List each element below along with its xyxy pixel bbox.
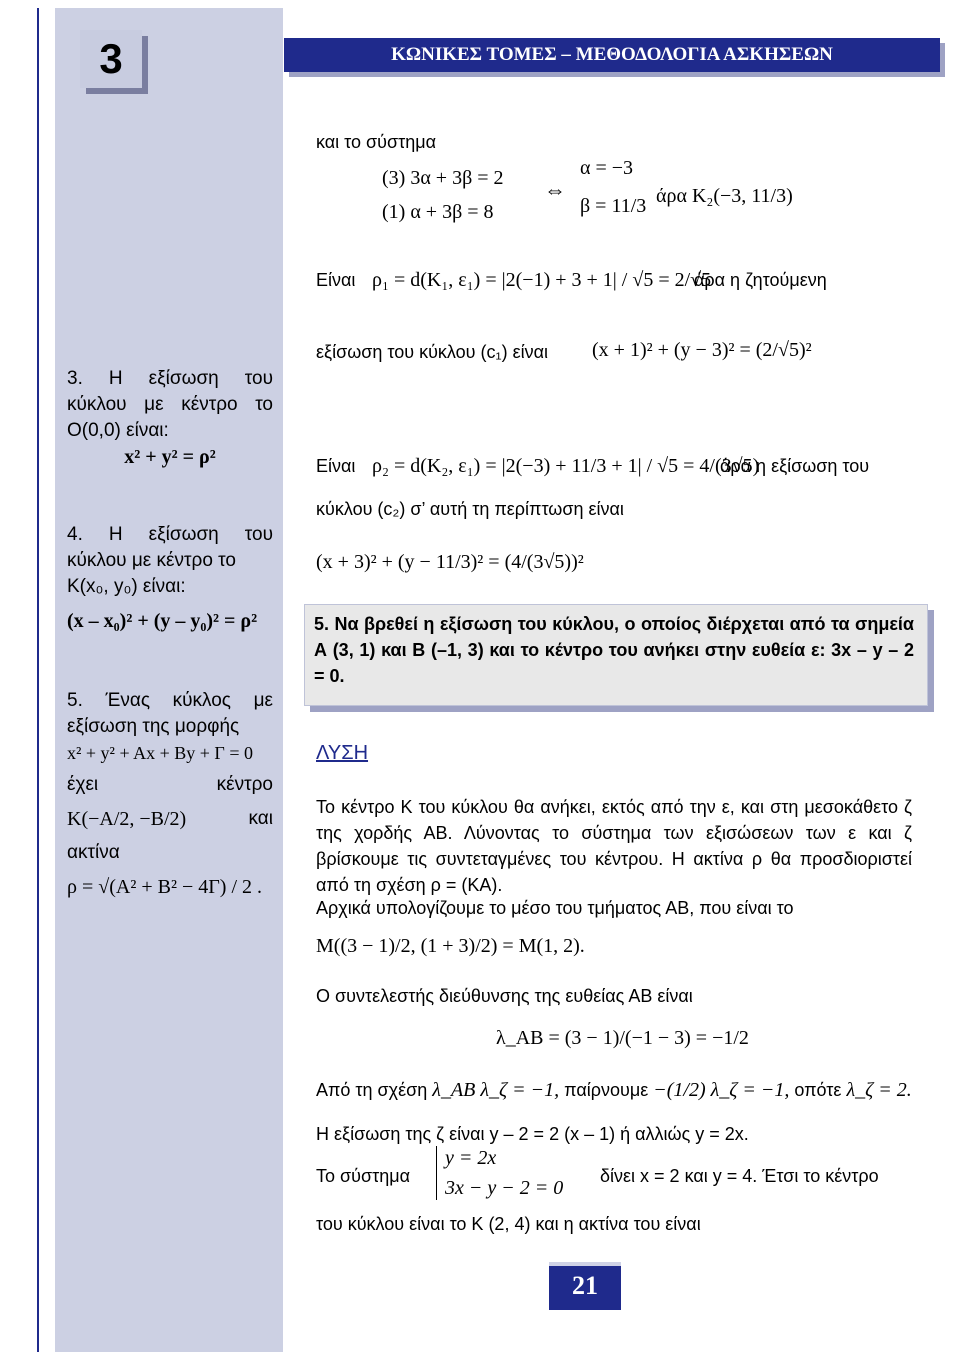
- sidebar-item-5-text: 5. Ένας κύκλος με εξίσωση της μορφής: [67, 690, 273, 737]
- sidebar-item-4: [67, 522, 273, 634]
- rho2-expression: ρ₂ = d(Κ₂, ε₁) = |2(−3) + 11/3 + 1| / √5 = 4/(3√5): [372, 455, 760, 477]
- page-number-rule: [549, 1262, 621, 1266]
- system-result: άρα Κ₂(−3, 11/3): [656, 185, 793, 207]
- chapter-number: 3: [80, 30, 142, 88]
- system-intro: και το σύστημα: [316, 132, 437, 152]
- solution-label: ΛΥΣΗ: [316, 742, 369, 764]
- sidebar-item-3-formula: x² + y² = ρ²: [124, 446, 216, 468]
- sidebar-panel: [55, 8, 283, 1352]
- system-left: [382, 166, 562, 224]
- final-line: του κύκλου είναι το Κ (2, 4) και η ακτίνα του είναι: [316, 1214, 701, 1234]
- perpendicular-line: [316, 1078, 912, 1102]
- zeta-equation: Η εξίσωση της ζ είναι y – 2 = 2 (x – 1) ή αλλιώς y = 2x.: [316, 1124, 749, 1144]
- perpendicular-eq-2: −(1/2) λ_ζ = −1,: [653, 1079, 790, 1101]
- system-solution-2: β = 11/3: [580, 195, 647, 217]
- sidebar-item-4-formula: (x – x₀)² + (y – y₀)² = ρ²: [67, 610, 258, 632]
- system-row-2: (1) α + 3β = 8: [382, 201, 494, 223]
- sidebar-item-5-center-line: [67, 772, 273, 798]
- midpoint-equation: Μ((3 − 1)/2, (1 + 3)/2) = Μ(1, 2).: [316, 935, 585, 957]
- circle1-equation: (x + 1)² + (y − 3)² = (2/√5)²: [592, 339, 812, 361]
- sidebar-item-5-center-formula: Κ(−A/2, −B/2): [67, 808, 187, 830]
- perpendicular-mid: παίρνουμε: [564, 1080, 649, 1100]
- system2-row-1: y = 2x: [445, 1147, 497, 1169]
- problem-statement: 5. Να βρεθεί η εξίσωση του κύκλου, ο οποίος διέρχεται από τα σημεία Α (3, 1) και Β (–1, 3) και το κέντρο του ανήκει στην ευθεία ε: 3x – y – 2 = 0.: [314, 614, 914, 686]
- system2-intro: Το σύστημα: [316, 1166, 410, 1186]
- circle2-equation: (x + 3)² + (y − 11/3)² = (4/(3√5))²: [316, 551, 584, 573]
- perpendicular-intro: Από τη σχέση: [316, 1080, 428, 1100]
- rho1-tail: άρα η ζητούμενη: [694, 270, 827, 290]
- circle1-intro: εξίσωση του κύκλου (c₁) είναι: [316, 342, 548, 362]
- sidebar-item-5-formula: x² + y² + Ax + By + Γ = 0: [67, 743, 253, 763]
- perpendicular-eq-1: λ_AB λ_ζ = −1,: [432, 1079, 560, 1101]
- sidebar-item-5: [67, 688, 273, 900]
- slope-intro: Ο συντελεστής διεύθυνσης της ευθείας ΑΒ είναι: [316, 986, 693, 1006]
- slope-equation: λ_AB = (3 − 1)/(−1 − 3) = −1/2: [496, 1027, 749, 1049]
- left-margin-line: [37, 8, 39, 1352]
- system2-result: δίνει x = 2 και y = 4. Έτσι το κέντρο: [600, 1166, 879, 1186]
- sidebar-item-5-center-label-right: κέντρο: [216, 774, 273, 795]
- sidebar-item-5-center-label-left: έχει: [67, 774, 99, 795]
- sidebar-item-5-and: και: [248, 808, 273, 829]
- sidebar-item-5-radius-formula: ρ = √(A² + B² − 4Γ) / 2 .: [67, 876, 263, 898]
- system-solution: [580, 156, 646, 218]
- system2-row-2: 3x − y − 2 = 0: [445, 1177, 564, 1199]
- equivalence-arrow: ⇔: [544, 177, 566, 202]
- system-solution-1: α = −3: [580, 157, 634, 179]
- system2: [436, 1146, 563, 1200]
- rho1-expression: ρ₁ = d(Κ₁, ε₁) = |2(−1) + 3 + 1| / √5 = 2/√5: [372, 269, 712, 291]
- sidebar-item-4-subtext: Κ(x₀, y₀) είναι:: [67, 576, 186, 597]
- sidebar-item-5-radius-label: ακτίνα: [67, 842, 120, 863]
- page-number: 21: [549, 1262, 621, 1310]
- circle2-intro: κύκλου (c₂) σ’ αυτή τη περίπτωση είναι: [316, 499, 624, 519]
- sidebar-item-3: [67, 366, 273, 470]
- perpendicular-eq-3: λ_ζ = 2.: [846, 1079, 912, 1101]
- sidebar-item-3-text: 3. Η εξίσωση του κύκλου με κέντρο το Ο(0,0) είναι:: [67, 368, 273, 441]
- solution-paragraph-1: Το κέντρο Κ του κύκλου θα ανήκει, εκτός από την ε, και στη μεσοκάθετο ζ της χορδής ΑΒ. Λύνοντας το σύστημα των εξισώσεων των ε και ζ βρίσκουμε τις συντεταγμένες του κέντρου. Η ακτίνα ρ θα προσδιοριστεί από τη σχέση ρ = (ΚΑ).: [316, 797, 912, 895]
- system-row-1: (3) 3α + 3β = 2: [382, 167, 504, 189]
- rho2-intro: Είναι: [316, 456, 356, 476]
- sidebar-item-5-center-row: [67, 806, 273, 832]
- chapter-title: ΚΩΝΙΚΕΣ ΤΟΜΕΣ – ΜΕΘΟΔΟΛΟΓΙΑ ΑΣΚΗΣΕΩΝ: [284, 38, 940, 72]
- sidebar-item-4-text: 4. Η εξίσωση του κύκλου με κέντρο το: [67, 524, 273, 571]
- rho1-intro: Είναι: [316, 270, 356, 290]
- solution-paragraph-2: Αρχικά υπολογίζουμε το μέσο του τμήματος ΑΒ, που είναι το: [316, 898, 794, 918]
- rho2-tail: άρα η εξίσωση του: [720, 456, 870, 476]
- perpendicular-then: οπότε: [794, 1080, 842, 1100]
